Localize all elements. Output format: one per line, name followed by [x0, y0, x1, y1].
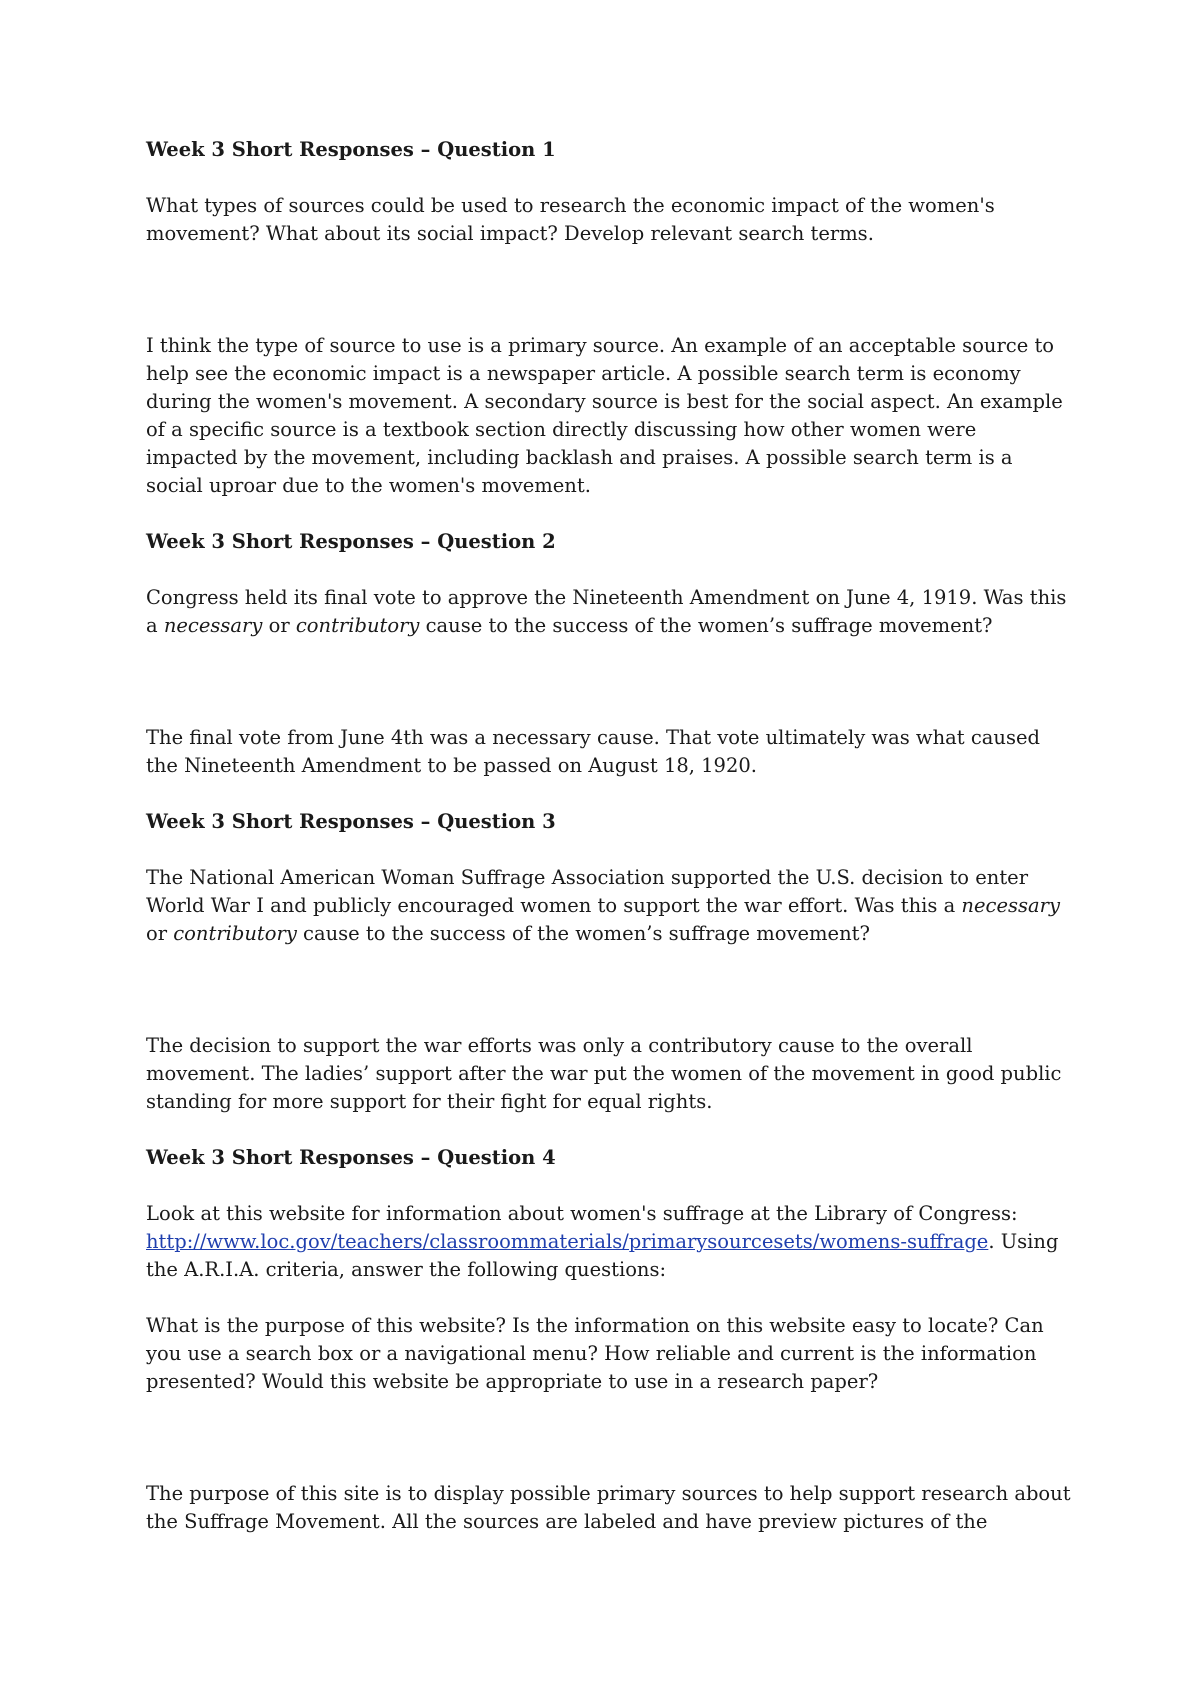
question-2-prompt-part: or [262, 614, 296, 637]
question-2-contributory: contributory [295, 614, 420, 637]
question-4-intro-part: . Using the A.R.I.A. criteria, answer the following questions: [146, 1230, 1059, 1281]
question-4-prompt: What is the purpose of this website? Is the information on this website easy to locate? Can you use a search box or a navigational menu? How reliable and current is the information presented? Would this website be appropriate to use in a research paper? [146, 1314, 1044, 1393]
question-3-prompt-part: cause to the success of the women’s suffrage movement? [296, 922, 870, 945]
question-3-heading: Week 3 Short Responses – Question 3 [146, 810, 556, 833]
question-1-answer: I think the type of source to use is a primary source. An example of an acceptable source to help see the economic impact is a newspaper article. A possible search term is economy during the women's movement. A secondary source is best for the social aspect. An example of a specific source is a textbook section directly discussing how other women were impacted by the movement, including backlash and praises. A possible search term is a social uproar due to the women's movement. [146, 334, 1063, 497]
question-4-answer: The purpose of this site is to display possible primary sources to help support research about the Suffrage Movement. All the sources are labeled and have preview pictures of the [146, 1482, 1071, 1533]
question-3-contributory: contributory [173, 922, 297, 945]
question-4-heading: Week 3 Short Responses – Question 4 [146, 1146, 556, 1169]
document-page [146, 136, 1071, 1536]
loc-suffrage-link[interactable]: http://www.loc.gov/teachers/classroommaterials/primarysourcesets/womens-suffrage [146, 1230, 989, 1253]
question-2-heading: Week 3 Short Responses – Question 2 [146, 530, 556, 553]
question-2-answer: The final vote from June 4th was a necessary cause. That vote ultimately was what caused the Nineteenth Amendment to be passed on August 18, 1920. [146, 726, 1040, 777]
question-3-prompt [146, 864, 1071, 948]
question-1-prompt: What types of sources could be used to research the economic impact of the women's movement? What about its social impact? Develop relevant search terms. [146, 194, 995, 245]
question-2-prompt [146, 584, 1071, 640]
question-3-prompt-part: The National American Woman Suffrage Association supported the U.S. decision to enter World War I and publicly encouraged women to support the war effort. Was this a [146, 866, 1029, 917]
question-2-prompt-part: cause to the success of the women’s suffrage movement? [419, 614, 993, 637]
question-1-heading: Week 3 Short Responses – Question 1 [146, 138, 556, 161]
question-4-intro-part: Look at this website for information about women's suffrage at the Library of Congress: [146, 1202, 1018, 1225]
question-2-necessary: necessary [163, 614, 263, 637]
question-2-prompt-part: Congress held its final vote to approve the Nineteenth Amendment on June 4, 1919. Was this a [146, 586, 1067, 637]
question-3-prompt-part: or [146, 922, 174, 945]
question-4-intro [146, 1200, 1071, 1284]
question-3-necessary: necessary [961, 894, 1060, 917]
question-3-answer: The decision to support the war efforts was only a contributory cause to the overall movement. The ladies’ support after the war put the women of the movement in good public standing for more support for their fight for equal rights. [146, 1034, 1062, 1113]
